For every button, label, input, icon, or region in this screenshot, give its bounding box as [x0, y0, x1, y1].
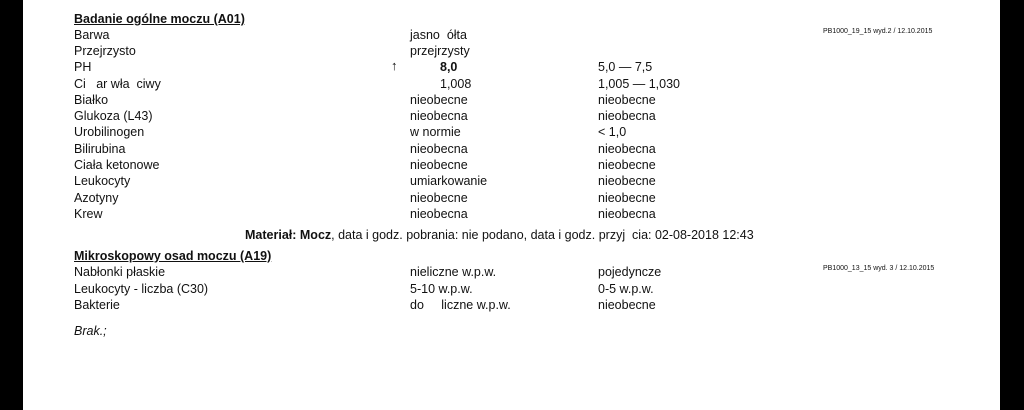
- test-value: przejrzysty: [410, 44, 470, 58]
- test-value: umiarkowanie: [410, 174, 488, 188]
- reference-range: nieobecne: [598, 298, 656, 312]
- test-name: Ci ar wła ciwy: [74, 77, 161, 91]
- reference-range: nieobecna: [598, 109, 656, 123]
- test-value: do liczne w.p.w.: [410, 298, 511, 312]
- note-text: Brak.;: [74, 324, 107, 338]
- test-value: 8,0: [440, 60, 458, 74]
- material-label: Materiał:: [245, 228, 297, 242]
- test-name: Białko: [74, 93, 109, 107]
- reference-range: nieobecna: [598, 142, 656, 156]
- reference-range: 5,0 — 7,5: [598, 60, 653, 74]
- reference-range: < 1,0: [598, 125, 627, 139]
- test-value: nieobecna: [410, 207, 468, 221]
- material-details: , data i godz. pobrania: nie podano, data i godz. przyj cia: 02-08-2018 12:43: [331, 228, 754, 242]
- reference-range: nieobecne: [598, 93, 656, 107]
- test-name: Barwa: [74, 28, 110, 42]
- reference-range: nieobecna: [598, 207, 656, 221]
- test-value: 5-10 w.p.w.: [410, 282, 473, 296]
- test-name: Urobilinogen: [74, 125, 145, 139]
- test-value: nieobecne: [410, 158, 468, 172]
- test-value: jasno ółta: [410, 28, 467, 42]
- section-title-urinalysis: Badanie ogólne moczu (A01): [74, 12, 245, 26]
- reference-range: pojedyncze: [598, 265, 662, 279]
- document-code: PB1000_13_15 wyd. 3 / 12.10.2015: [823, 265, 935, 272]
- test-value: nieobecna: [410, 109, 468, 123]
- test-value: w normie: [410, 125, 461, 139]
- report-page: [23, 0, 1000, 410]
- test-name: Nabłonki płaskie: [74, 265, 166, 279]
- reference-range: nieobecne: [598, 158, 656, 172]
- test-value: nieobecne: [410, 93, 468, 107]
- test-value: 1,008: [440, 77, 472, 91]
- test-name: Glukoza (L43): [74, 109, 153, 123]
- material-value: Mocz: [299, 228, 332, 242]
- high-flag-arrow-icon: ↑: [391, 58, 398, 73]
- document-code: PB1000_19_15 wyd.2 / 12.10.2015: [823, 28, 933, 35]
- test-name: Ciała ketonowe: [74, 158, 160, 172]
- test-name: Leukocyty - liczba (C30): [74, 282, 209, 296]
- section-title-sediment: Mikroskopowy osad moczu (A19): [74, 249, 272, 263]
- reference-range: nieobecne: [598, 174, 656, 188]
- reference-range: nieobecne: [598, 191, 656, 205]
- reference-range: 1,005 — 1,030: [598, 77, 681, 91]
- test-name: Bilirubina: [74, 142, 126, 156]
- reference-range: 0-5 w.p.w.: [598, 282, 654, 296]
- test-name: Przejrzysto: [74, 44, 136, 58]
- test-value: nieobecne: [410, 191, 468, 205]
- test-value: nieliczne w.p.w.: [410, 265, 497, 279]
- test-name: Bakterie: [74, 298, 120, 312]
- material-info: [245, 227, 754, 243]
- test-name: PH: [74, 60, 92, 74]
- test-name: Leukocyty: [74, 174, 131, 188]
- test-name: Azotyny: [74, 191, 119, 205]
- test-name: Krew: [74, 207, 103, 221]
- test-value: nieobecna: [410, 142, 468, 156]
